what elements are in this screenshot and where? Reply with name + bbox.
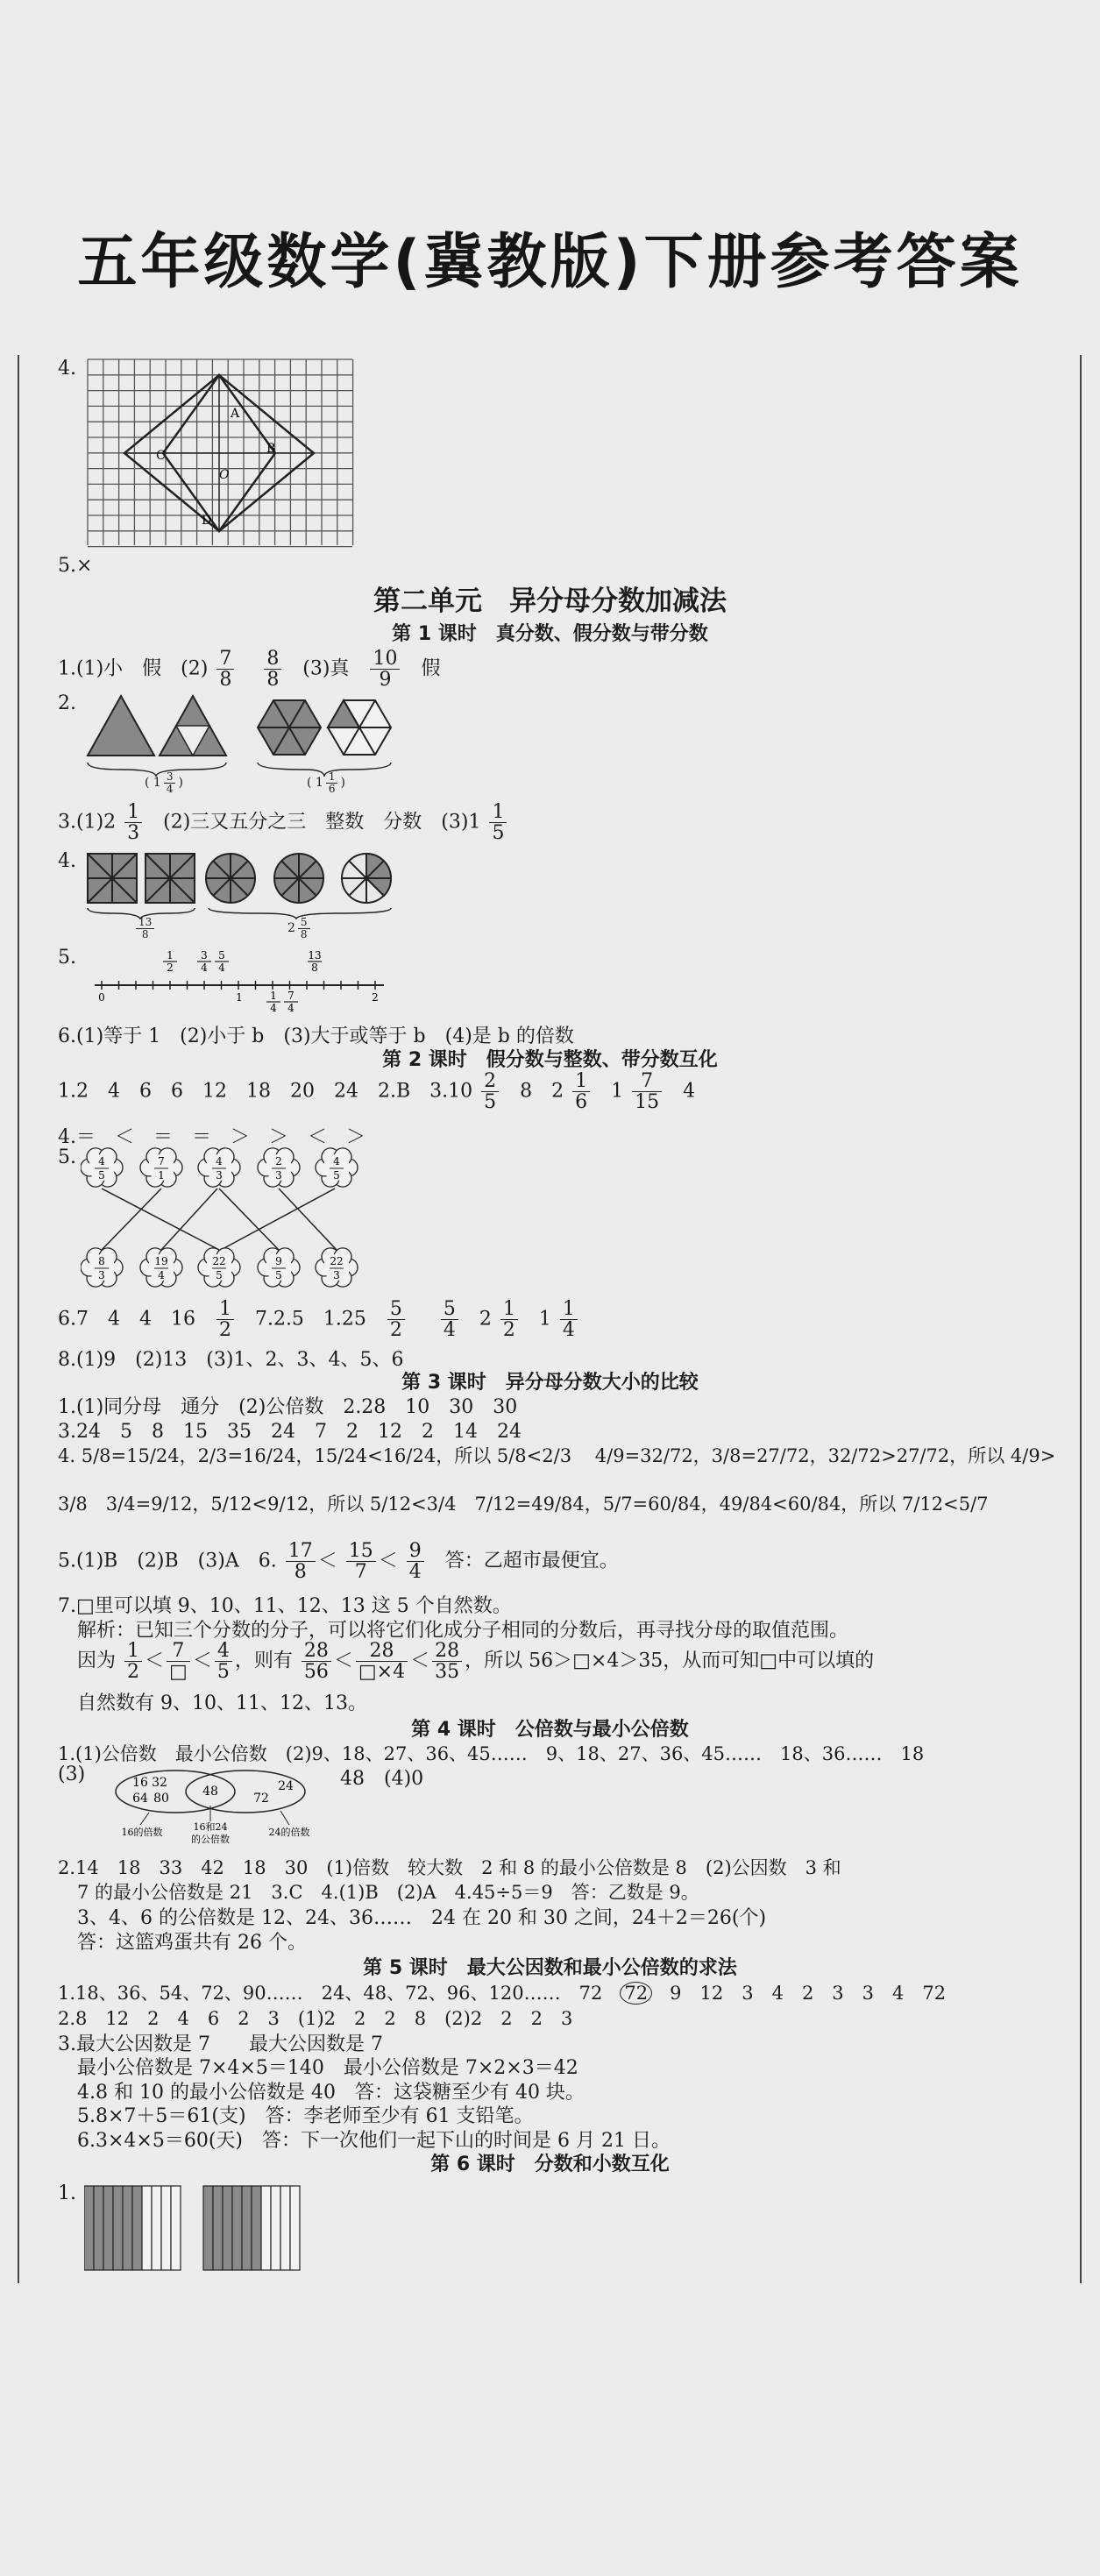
l3-q1: 1.(1)同分母 通分 (2)公倍数 2.28 10 30 30 [58, 1396, 518, 1418]
strip-figure-2 [203, 2186, 300, 2270]
unit-title: 第二单元 异分母分数加减法 [373, 585, 727, 617]
svg-text:24的倍数: 24的倍数 [268, 1827, 310, 1838]
svg-text:22: 22 [330, 1255, 344, 1267]
l1-q4-label: 4. [58, 850, 76, 872]
svg-text:4: 4 [158, 1269, 165, 1281]
flower-bottom-4 [258, 1248, 300, 1287]
grid-label-d: D [202, 514, 212, 528]
l5-q2: 2.8 12 2 4 6 2 3 (1)2 2 2 8 (2)2 2 2 3 [58, 2008, 573, 2029]
svg-text:7: 7 [158, 1155, 165, 1167]
nl-top-1d: 2 [167, 962, 174, 974]
svg-text:32: 32 [152, 1776, 167, 1790]
svg-text:24: 24 [278, 1779, 294, 1793]
flower-bottom-3 [198, 1248, 240, 1287]
l5-q6: 6.3×4×5＝60(天) 答：下一次他们一起下山的时间是 6 月 21 日。 [77, 2130, 671, 2152]
nl-top-2n: 3 [201, 949, 208, 962]
l5-q3-line2: 最小公倍数是 7×4×5＝140 最小公倍数是 7×2×3＝42 [77, 2057, 578, 2079]
l2-q6: 6.7 4 4 16 $\frac{1}{2}$ 7.2.5 1.25 $\frac{5}{2}$ $\frac{5}{4}$ 2 $\frac{1}{2}$ 1 $\frac{1}{4}$ [58, 1299, 580, 1340]
svg-text:80: 80 [153, 1792, 169, 1806]
lesson-2-title: 第 2 课时 假分数与整数、带分数互化 [382, 1049, 718, 1071]
svg-text:5: 5 [275, 1269, 282, 1281]
l1-q2-label: 2. [58, 692, 76, 714]
svg-text:48: 48 [202, 1785, 218, 1799]
grid-square-diagram [86, 358, 354, 549]
lesson-3-title: 第 3 课时 异分母分数大小的比较 [401, 1372, 699, 1394]
nl-top-1n: 1 [167, 949, 174, 962]
svg-text:5: 5 [333, 1169, 340, 1182]
l1-q1: 1.(1)小 假 (2) $\frac{7}{8}$ $\frac{8}{8}$ (3)真 $\frac{10}{9}$ 假 [58, 648, 441, 692]
svg-text:1: 1 [158, 1169, 165, 1182]
l4-q2-line1: 2.14 18 33 42 18 30 (1)倍数 较大数 2 和 8 的最小公倍数是 8 (2)公因数 3 和 [58, 1857, 841, 1878]
l3-q7-answer: 7.□里可以填 9、10、11、12、13 这 5 个自然数。 [58, 1595, 512, 1617]
svg-text:16的倍数: 16的倍数 [121, 1827, 163, 1838]
nl-top-4n: 13 [308, 949, 322, 962]
l3-q4-row2: 3/8 3/4=9/12，5/12<9/12，所以 5/12<3/4 7/12=49/84，5/7=60/84，49/84<60/84，所以 7/12<5/7 [58, 1494, 989, 1515]
l5-q3-line1: 3.最大公因数是 7 最大公因数是 7 [58, 2033, 383, 2055]
lesson-4-title: 第 4 课时 公倍数与最小公倍数 [411, 1719, 689, 1741]
grid-label-o: O [219, 468, 230, 482]
l1-q4-caption-2: 2 $\frac{5}{8}$ [287, 917, 313, 940]
nl-bot-1n: 1 [270, 990, 277, 1002]
nl-top-3n: 5 [218, 949, 225, 962]
nl-top-2d: 4 [201, 962, 208, 974]
nl-top-4d: 8 [311, 962, 318, 974]
l1-q6: 6.(1)等于 1 (2)小于 b (3)大于或等于 b (4)是 b 的倍数 [58, 1025, 574, 1047]
l4-q2-line2: 7 的最小公倍数是 21 3.C 4.(1)B (2)A 4.45÷5＝9 答：乙数是 9。 [77, 1882, 699, 1903]
nl-bot-1d: 4 [270, 1002, 277, 1014]
question-5-answer: 5.× [58, 555, 93, 577]
l3-q4-row1: 4. 5/8=15/24，2/3=16/24，15/24<16/24，所以 5/8<2/3 4/9=32/72，3/8=27/72，32/72>27/72，所以 4/9> [58, 1445, 1056, 1466]
svg-text:3: 3 [98, 1269, 105, 1281]
l4-q3-line1: 3、4、6 的公倍数是 12、24、36…… 24 在 20 和 30 之间，24＋2＝26(个) [77, 1907, 767, 1929]
l5-q5: 5.8×7＋5＝61(支) 答：李老师至少有 61 支铅笔。 [77, 2105, 534, 2127]
svg-text:的公倍数: 的公倍数 [191, 1834, 230, 1845]
svg-text:5: 5 [98, 1169, 105, 1182]
svg-text:3: 3 [275, 1169, 282, 1182]
svg-text:16和24: 16和24 [193, 1821, 228, 1833]
svg-text:22: 22 [212, 1255, 226, 1267]
svg-text:3: 3 [216, 1169, 223, 1182]
l5-q4: 4.8 和 10 的最小公倍数是 40 答：这袋糖至少有 40 块。 [77, 2082, 585, 2104]
l3-q7-analysis: 解析：已知三个分数的分子，可以将它们化成分子相同的分数后，再寻找分母的取值范围。 [77, 1620, 849, 1642]
l4-q1-3-answer: 48 (4)0 [340, 1768, 424, 1790]
svg-text:19: 19 [154, 1255, 168, 1267]
svg-text:2: 2 [275, 1155, 282, 1167]
flower-matching-figure [81, 1145, 370, 1294]
svg-text:72: 72 [253, 1792, 269, 1806]
strip-figure-1 [84, 2186, 181, 2270]
nl-one: 1 [236, 991, 243, 1004]
circled-72: 72 [620, 1982, 652, 2005]
l6-q1-label: 1. [58, 2182, 76, 2204]
flower-top-1 [81, 1148, 123, 1187]
l3-q7-reasoning: 因为 $\frac{1}{2}$ ＜ $\frac{7}{□}$ ＜ $\frac{4}{5}$ ，则有 $\frac{28}{56}$ ＜ $\frac{28}{□\times 4}$ ＜ $\frac{28}{35}$ ，所以 56＞□×4＞35，从而可知□中可以填的 [77, 1640, 875, 1684]
l4-q3-answer: 答：这篮鸡蛋共有 26 个。 [77, 1932, 307, 1954]
svg-text:4: 4 [333, 1155, 340, 1167]
number-line [86, 947, 401, 1017]
grid-label-a: A [231, 407, 240, 421]
svg-text:8: 8 [98, 1255, 105, 1267]
l1-q5-label: 5. [58, 947, 76, 969]
nl-bot-2d: 4 [287, 1002, 295, 1014]
l4-q1: 1.(1)公倍数 最小公倍数 (2)9、18、27、36、45…… 9、18、27、36、45…… 18、36…… 18 [58, 1743, 925, 1764]
svg-text:64: 64 [132, 1792, 148, 1806]
nl-two: 2 [372, 991, 379, 1004]
flower-top-4 [258, 1148, 300, 1187]
lesson-5-title: 第 5 课时 最大公因数和最小公倍数的求法 [363, 1957, 737, 1979]
svg-text:9: 9 [275, 1255, 282, 1267]
flower-top-3 [198, 1148, 240, 1187]
l1-q4-caption-1: $\frac{13}{8}$ [133, 917, 157, 940]
l1-q3: 3.(1)2 $\frac{1}{3}$ (2)三又五分之三 整数 分数 (3)1 $\frac{1}{5}$ [58, 802, 509, 843]
flower-bottom-1 [81, 1248, 123, 1287]
venn-diagram [114, 1760, 324, 1848]
page-title: 五年级数学(冀教版)下册参考答案 [77, 228, 1023, 297]
svg-text:5: 5 [216, 1269, 223, 1281]
l2-q8: 8.(1)9 (2)13 (3)1、2、3、4、5、6 [58, 1349, 404, 1371]
l1-q2-caption-1: ( 1 $\frac{3}{4}$ ) [145, 770, 183, 795]
flower-top-5 [316, 1148, 358, 1187]
grid-label-b: B [266, 442, 276, 456]
nl-bot-2n: 7 [287, 990, 295, 1002]
flower-bottom-2 [140, 1248, 182, 1287]
lesson-1-title: 第 1 课时 真分数、假分数与带分数 [392, 623, 708, 645]
svg-text:3: 3 [333, 1269, 340, 1281]
l2-q4: 4.＝ ＜ ＝ ＝ ＞ ＞ ＜ ＞ [58, 1126, 365, 1148]
lesson-6-title: 第 6 课时 分数和小数互化 [430, 2154, 670, 2175]
l5-q1: 1.18、36、54、72、90…… 24、48、72、96、120…… 72 72 9 12 3 4 2 3 3 4 72 [58, 1983, 947, 2004]
question-4-label: 4. [58, 358, 76, 380]
l2-q1: 1.2 4 6 6 12 18 20 24 2.B 3.10 $\frac{2}{5}$ 8 2 $\frac{1}{6}$ 1 $\frac{7}{15}$ 4 [58, 1070, 696, 1114]
svg-text:16: 16 [132, 1776, 148, 1790]
frac-num: 7 [216, 649, 234, 670]
svg-text:4: 4 [216, 1155, 223, 1167]
flower-bottom-5 [316, 1248, 358, 1287]
flower-top-2 [140, 1148, 182, 1187]
nl-top-3d: 4 [218, 962, 225, 974]
frac-den: 8 [219, 669, 232, 692]
l3-q3: 3.24 5 8 15 35 24 7 2 12 2 14 24 [58, 1421, 522, 1443]
l1-q2-caption-2: ( 1 $\frac{1}{6}$ ) [307, 770, 345, 795]
grid-label-c: C [156, 449, 166, 463]
shaded-strip-figures [84, 2182, 312, 2274]
nl-zero: 0 [98, 991, 105, 1004]
l3-q7-conclusion: 自然数有 9、10、11、12、13。 [77, 1692, 367, 1714]
l2-q5-label: 5. [58, 1146, 76, 1168]
triangle-and-hexagon-figures [86, 692, 401, 789]
l3-q5: 5.(1)B (2)B (3)A 6. $\frac{17}{8}$ ＜ $\frac{15}{7}$ ＜ $\frac{9}{4}$ 答：乙超市最便宜。 [58, 1540, 619, 1584]
svg-text:4: 4 [98, 1155, 105, 1167]
l4-q1-3-label: (3) [58, 1763, 86, 1785]
